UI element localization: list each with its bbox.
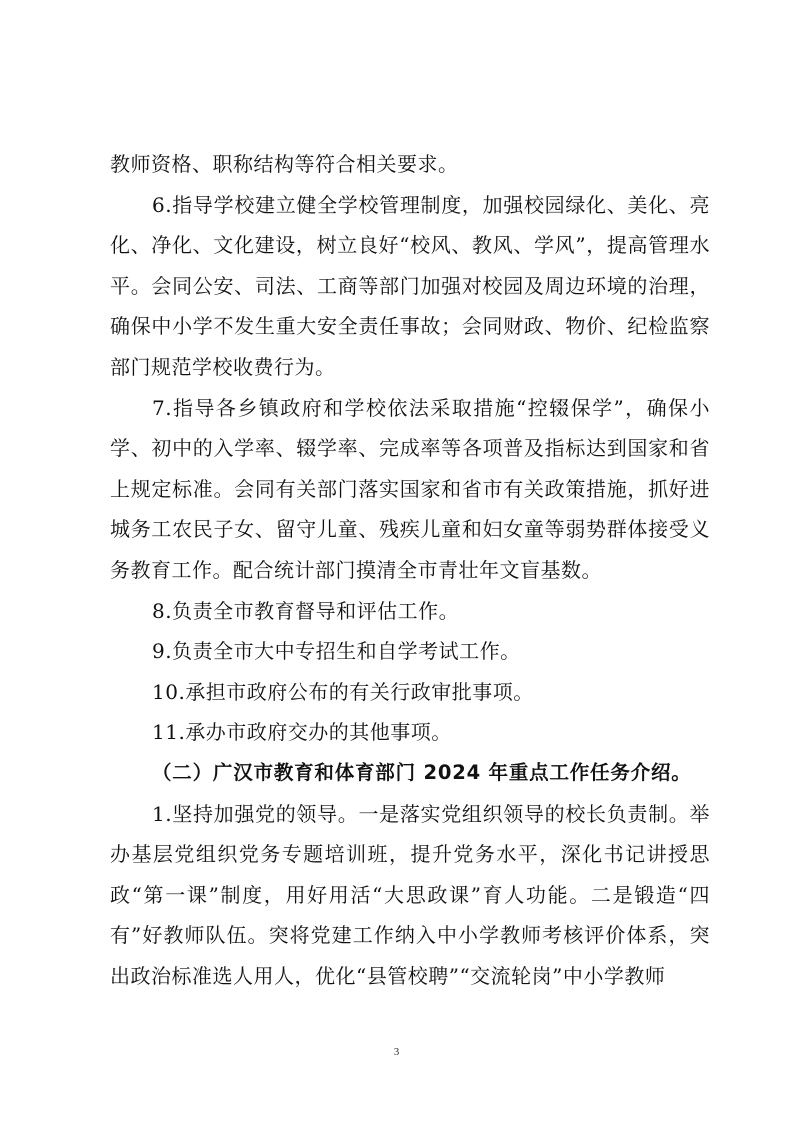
- document-body: [110, 144, 710, 996]
- paragraph-item-11: 11.承办市政府交办的其他事项。: [152, 720, 452, 745]
- paragraph-item-10: 10.承担市政府公布的有关行政审批事项。: [152, 679, 534, 704]
- page-number: 3: [393, 1046, 400, 1058]
- section-heading: （二）广汉市教育和体育部门 2024 年重点工作任务介绍。: [152, 760, 692, 784]
- paragraph-task-1: 1.坚持加强党的领导。一是落实党组织领导的校长负责制。举办基层党组织党务专题培训班，提升党务水平，深化书记讲授思政“第一课”制度，用好用活“大思政课”育人功能。二是锻造“四有”好教师队伍。突将党建工作纳入中小学教师考核评价体系，突出政治标准选人用人，优化“县管校聘”“交流轮岗”中小学教师: [110, 801, 710, 988]
- paragraph-item-8: 8.负责全市教育督导和评估工作。: [152, 598, 460, 623]
- paragraph-item-6: 6.指导学校建立健全学校管理制度，加强校园绿化、美化、亮化、净化、文化建设，树立良好“校风、教风、学风”，提高管理水平。会同公安、司法、工商等部门加强对校园及周边环境的治理，确保中小学不发生重大安全责任事故；会同财政、物价、纪检监察部门规范学校收费行为。: [110, 192, 710, 379]
- paragraph-item-9: 9.负责全市大中专招生和自学考试工作。: [152, 639, 521, 664]
- paragraph-continuation: 教师资格、职称结构等符合相关要求。: [110, 152, 459, 176]
- paragraph-item-7: 7.指导各乡镇政府和学校依法采取措施“控辍保学”，确保小学、初中的入学率、辍学率、完成率等各项普及指标达到国家和省上规定标准。会同有关部门落实国家和省市有关政策措施，抓好进城务工农民子女、留守儿童、残疾儿童和妇女童等弱势群体接受义务教育工作。配合统计部门摸清全市青壮年文盲基数。: [110, 395, 710, 582]
